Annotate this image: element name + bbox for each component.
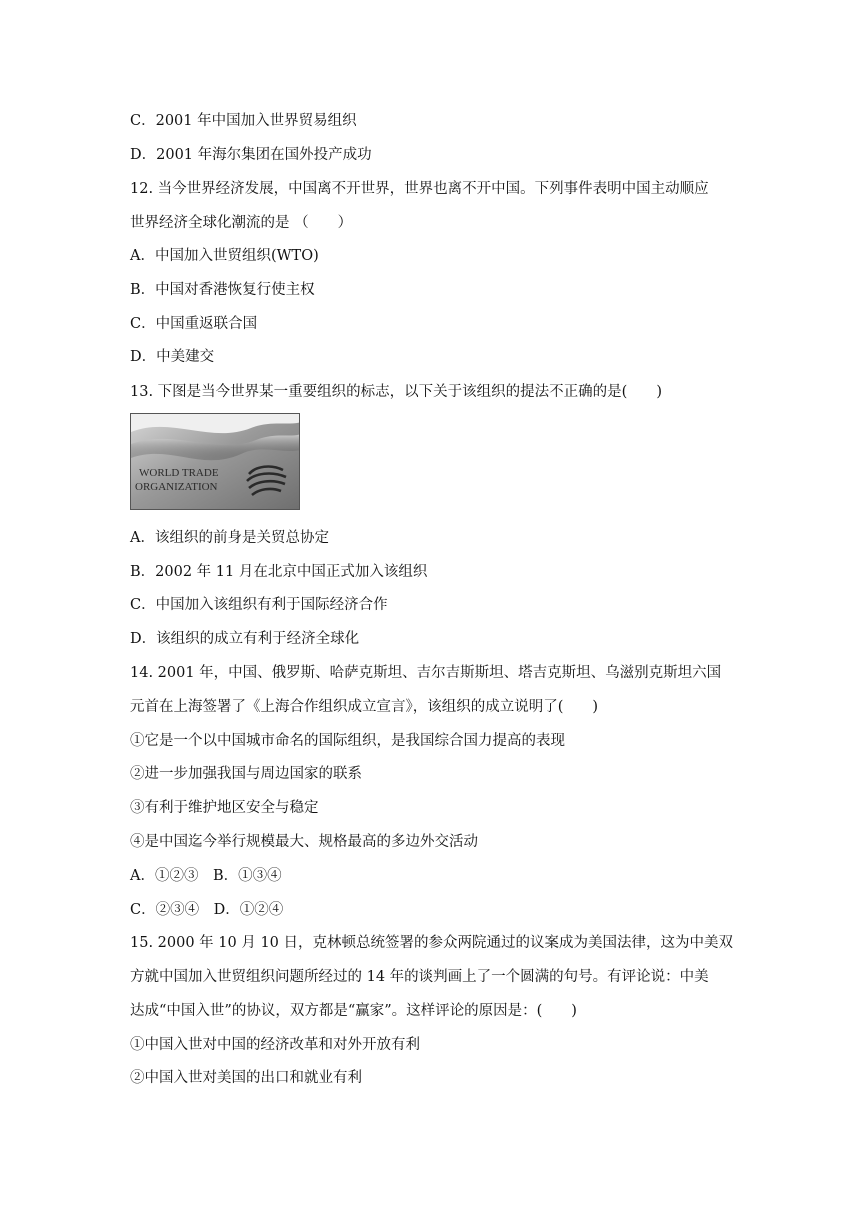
question-12-line-1: 12. 当今世界经济发展，中国离不开世界，世界也离不开中国。下列事件表明中国主动顺应 [130,181,709,197]
option-a-q13: A．该组织的前身是关贸总协定 [130,530,329,546]
statement-1-q15: ①中国入世对中国的经济改革和对外开放有利 [130,1037,420,1053]
options-ab-q14: A．①②③ B．①③④ [130,868,282,884]
logo-text-line-2: ORGANIZATION [135,481,218,493]
question-15-line-1: 15. 2000 年 10 月 10 日，克林顿总统签署的参众两院通过的议案成为美国法律，这为中美双 [130,935,734,951]
option-d-q12: D．中美建交 [130,349,215,365]
wto-logo-image [130,413,300,510]
statement-2-q14: ②进一步加强我国与周边国家的联系 [130,766,362,782]
logo-text-line-1: WORLD TRADE [139,467,219,479]
option-a-q12: A．中国加入世贸组织(WTO) [130,248,319,264]
option-d-q11: D．2001 年海尔集团在国外投产成功 [130,147,372,163]
statement-4-q14: ④是中国迄今举行规模最大、规格最高的多边外交活动 [130,834,478,850]
statement-2-q15: ②中国入世对美国的出口和就业有利 [130,1070,362,1086]
question-15-line-2: 方就中国加入世贸组织问题所经过的 14 年的谈判画上了一个圆满的句号。有评论说：中美 [130,969,709,985]
option-c-q13: C．中国加入该组织有利于国际经济合作 [130,597,388,613]
question-14-line-1: 14. 2001 年，中国、俄罗斯、哈萨克斯坦、吉尔吉斯斯坦、塔吉克斯坦、乌滋别克斯坦六国 [130,665,722,681]
question-14-line-2: 元首在上海签署了《上海合作组织成立宣言》，该组织的成立说明了( ) [130,699,599,715]
option-c-q12: C．中国重返联合国 [130,316,258,332]
option-c-q11: C．2001 年中国加入世界贸易组织 [130,113,357,129]
option-b-q12: B．中国对香港恢复行使主权 [130,282,315,298]
option-d-q13: D．该组织的成立有利于经济全球化 [130,631,360,647]
option-b-q13: B．2002 年 11 月在北京中国正式加入该组织 [130,564,428,580]
statement-3-q14: ③有利于维护地区安全与稳定 [130,800,319,816]
options-cd-q14: C．②③④ D．①②④ [130,902,284,918]
question-13: 13. 下图是当今世界某一重要组织的标志，以下关于该组织的提法不正确的是( ) [130,384,662,400]
question-15-line-3: 达成“中国入世”的协议，双方都是“赢家”。这样评论的原因是：( ) [130,1003,577,1019]
statement-1-q14: ①它是一个以中国城市命名的国际组织，是我国综合国力提高的表现 [130,733,565,749]
question-12-line-2: 世界经济全球化潮流的是 （ ） [130,215,353,231]
